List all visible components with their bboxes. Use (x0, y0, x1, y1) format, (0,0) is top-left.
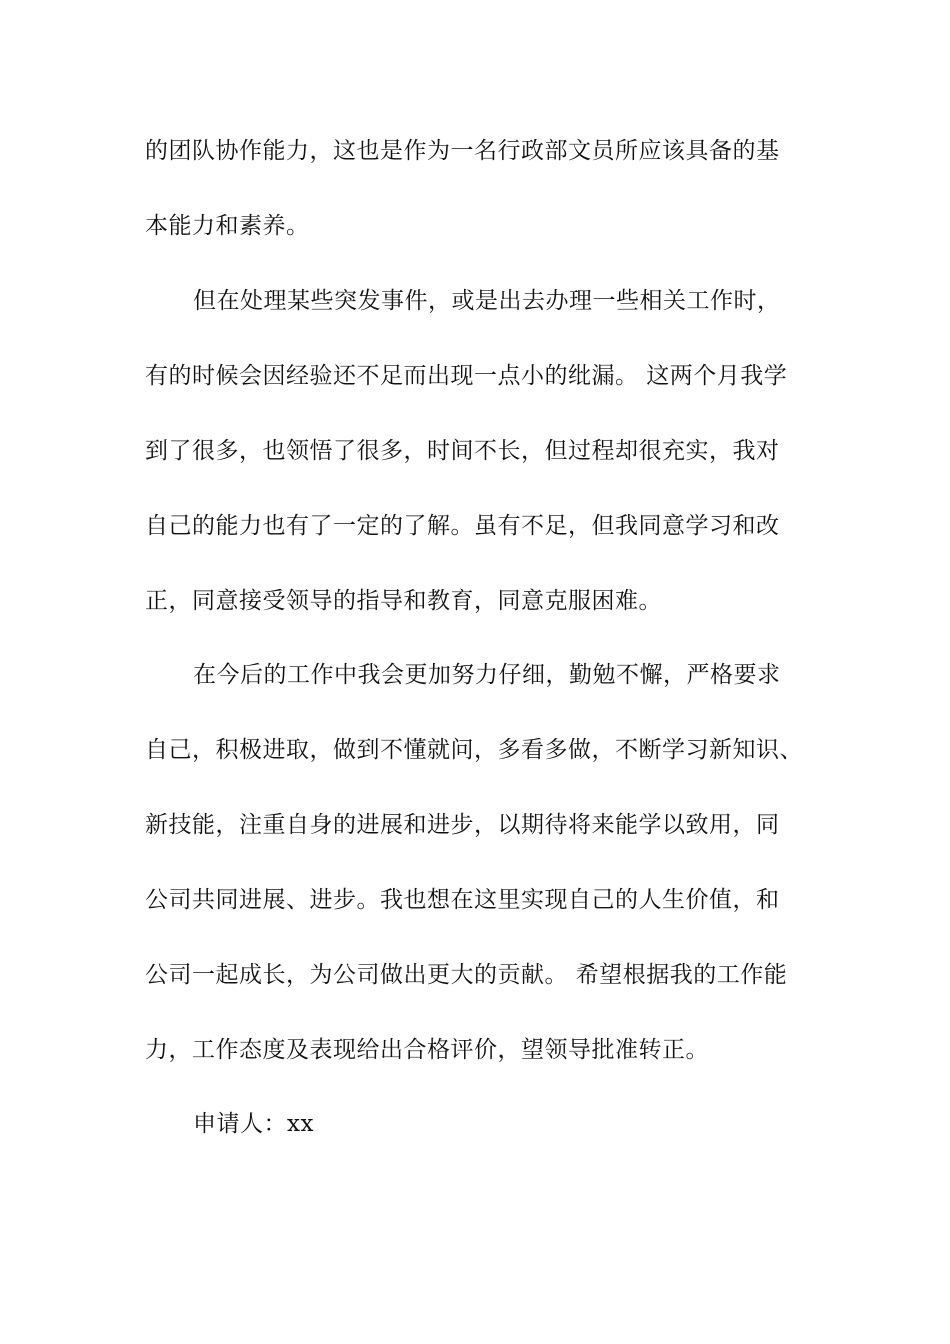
paragraph-2-line-1: 但在处理某些突发事件，或是出去办理一些相关工作时， (193, 288, 781, 314)
paragraph-1-line-2: 本能力和素养。 (145, 213, 310, 239)
paragraph-3-line-4: 公司共同进展、进步。我也想在这里实现自己的人生价值，和 (145, 887, 780, 913)
paragraph-1-line-1: 的团队协作能力，这也是作为一名行政部文员所应该具备的基 (145, 138, 780, 164)
paragraph-2-line-5: 正，同意接受领导的指导和教育，同意克服困难。 (145, 588, 662, 614)
paragraph-2-line-4: 自己的能力也有了一定的了解。虽有不足，但我同意学习和改 (145, 513, 780, 539)
paragraph-3-line-1: 在今后的工作中我会更加努力仔细，勤勉不懈，严格要求 (193, 662, 781, 688)
paragraph-3-line-6: 力，工作态度及表现给出合格评价，望领导批准转正。 (145, 1037, 709, 1063)
paragraph-2-line-2: 有的时候会因经验还不足而出现一点小的纰漏。 这两个月我学 (145, 363, 788, 389)
applicant-signature: 申请人：xx (193, 1111, 314, 1137)
paragraph-2-line-3: 到了很多，也领悟了很多，时间不长，但过程却很充实，我对 (145, 438, 780, 464)
paragraph-3-line-2: 自己，积极进取，做到不懂就问，多看多做，不断学习新知识、 (145, 737, 803, 763)
paragraph-3-line-3: 新技能，注重自身的进展和进步，以期待将来能学以致用，同 (145, 812, 780, 838)
paragraph-3-line-5: 公司一起成长，为公司做出更大的贡献。 希望根据我的工作能 (145, 962, 788, 988)
